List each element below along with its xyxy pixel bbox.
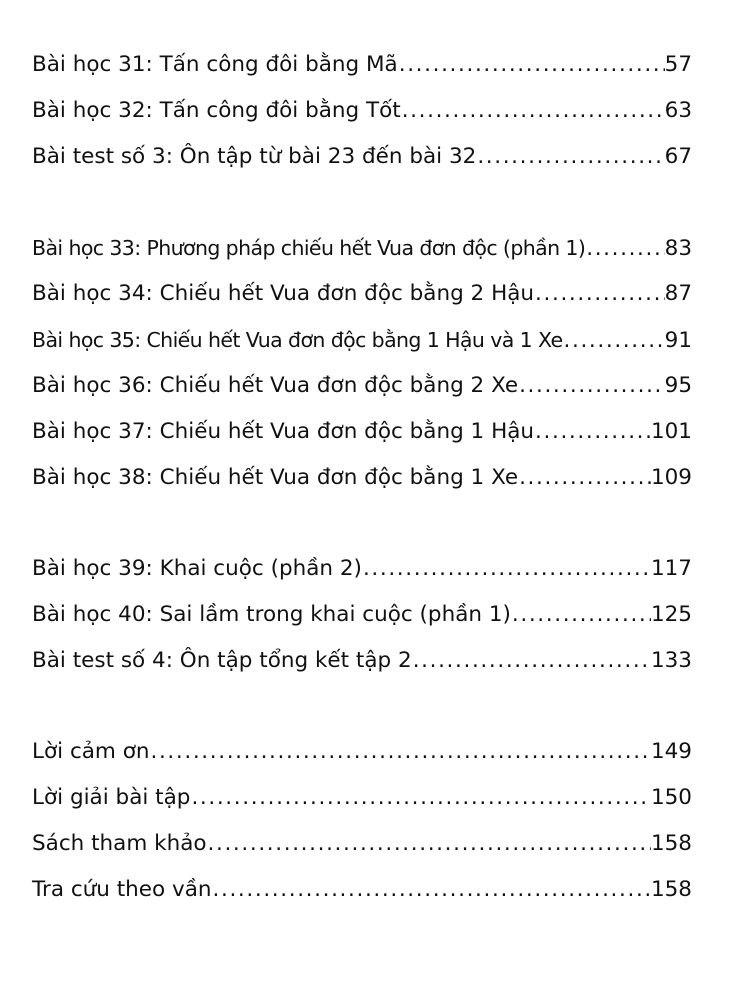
- toc-entry[interactable]: [32, 461, 692, 507]
- toc-entry[interactable]: [32, 781, 692, 827]
- dot-leader: [207, 827, 651, 861]
- dot-leader: [476, 140, 664, 174]
- toc-entry-title: Bài học 36: Chiếu hết Vua đơn độc bằng 2 Xe: [32, 373, 519, 398]
- toc-entry[interactable]: [32, 48, 692, 94]
- dot-leader: [190, 781, 651, 815]
- toc-entry[interactable]: [32, 415, 692, 461]
- dot-leader: [563, 324, 665, 358]
- dot-leader: [518, 461, 651, 495]
- toc-entry-page: 158: [650, 831, 692, 856]
- toc-entry-page: 95: [664, 373, 692, 398]
- toc-entry-title: Bài học 39: Khai cuộc (phần 2): [32, 556, 362, 581]
- toc-entry[interactable]: [32, 827, 692, 873]
- toc-entry-page: 133: [650, 648, 692, 673]
- toc-entry[interactable]: [32, 369, 692, 415]
- toc-entry-title: Bài học 34: Chiếu hết Vua đơn độc bằng 2 Hậu: [32, 281, 535, 306]
- toc-group-lessons-31-32: [32, 48, 692, 186]
- toc-entry-title: Lời giải bài tập: [32, 785, 191, 810]
- toc-entry-page: 63: [664, 98, 692, 123]
- toc-entry[interactable]: [32, 231, 692, 277]
- toc-entry-title: Bài test số 3: Ôn tập từ bài 23 đến bài 32: [32, 144, 477, 169]
- toc-entry[interactable]: [32, 598, 692, 644]
- dot-leader: [412, 644, 651, 678]
- toc-entry-page: 149: [650, 739, 692, 764]
- toc-entry-title: Bài học 31: Tấn công đôi bằng Mã: [32, 52, 398, 77]
- toc-entry-page: 117: [650, 556, 692, 581]
- toc-entry-page: 87: [664, 281, 692, 306]
- toc-entry[interactable]: [32, 94, 692, 140]
- toc-entry-title: Bài học 35: Chiếu hết Vua đơn độc bằng 1 Hậu và 1 Xe: [32, 328, 563, 352]
- toc-group-back-matter: [32, 735, 692, 919]
- table-of-contents: [32, 48, 692, 964]
- dot-leader: [150, 735, 651, 769]
- toc-entry-page: 67: [664, 144, 692, 169]
- dot-leader: [398, 48, 665, 82]
- toc-entry-title: Lời cảm ơn: [32, 739, 150, 764]
- toc-entry[interactable]: [32, 552, 692, 598]
- toc-entry-page: 109: [650, 465, 692, 490]
- toc-entry-page: 83: [664, 236, 692, 261]
- toc-entry-title: Bài học 37: Chiếu hết Vua đơn độc bằng 1 Hậu: [32, 419, 535, 444]
- toc-entry-page: 91: [664, 328, 692, 353]
- toc-entry-page: 158: [650, 877, 692, 902]
- toc-entry-title: Tra cứu theo vần: [32, 877, 212, 902]
- toc-entry-title: Bài test số 4: Ôn tập tổng kết tập 2: [32, 648, 412, 673]
- toc-entry[interactable]: [32, 323, 692, 369]
- toc-entry[interactable]: [32, 735, 692, 781]
- toc-entry[interactable]: [32, 140, 692, 186]
- toc-entry-title: Bài học 33: Phương pháp chiếu hết Vua đơn độc (phần 1): [32, 236, 586, 260]
- toc-entry-page: 125: [650, 602, 692, 627]
- toc-entry-title: Bài học 32: Tấn công đôi bằng Tốt: [32, 98, 401, 123]
- dot-leader: [511, 598, 651, 632]
- toc-entry-title: Bài học 40: Sai lầm trong khai cuộc (phần 1): [32, 602, 511, 627]
- toc-entry[interactable]: [32, 873, 692, 919]
- toc-entry-page: 57: [664, 52, 692, 77]
- dot-leader: [212, 873, 651, 907]
- toc-entry-title: Bài học 38: Chiếu hết Vua đơn độc bằng 1 Xe: [32, 465, 519, 490]
- dot-leader: [534, 277, 665, 311]
- dot-leader: [362, 552, 651, 586]
- toc-entry-page: 150: [650, 785, 692, 810]
- toc-entry[interactable]: [32, 277, 692, 323]
- toc-group-lessons-39-40: [32, 552, 692, 690]
- toc-group-lessons-33-38: [32, 231, 692, 507]
- toc-entry-title: Sách tham khảo: [32, 831, 207, 856]
- dot-leader: [585, 232, 664, 266]
- dot-leader: [534, 415, 651, 449]
- dot-leader: [518, 369, 665, 403]
- toc-entry[interactable]: [32, 644, 692, 690]
- dot-leader: [401, 94, 665, 128]
- toc-entry-page: 101: [650, 419, 692, 444]
